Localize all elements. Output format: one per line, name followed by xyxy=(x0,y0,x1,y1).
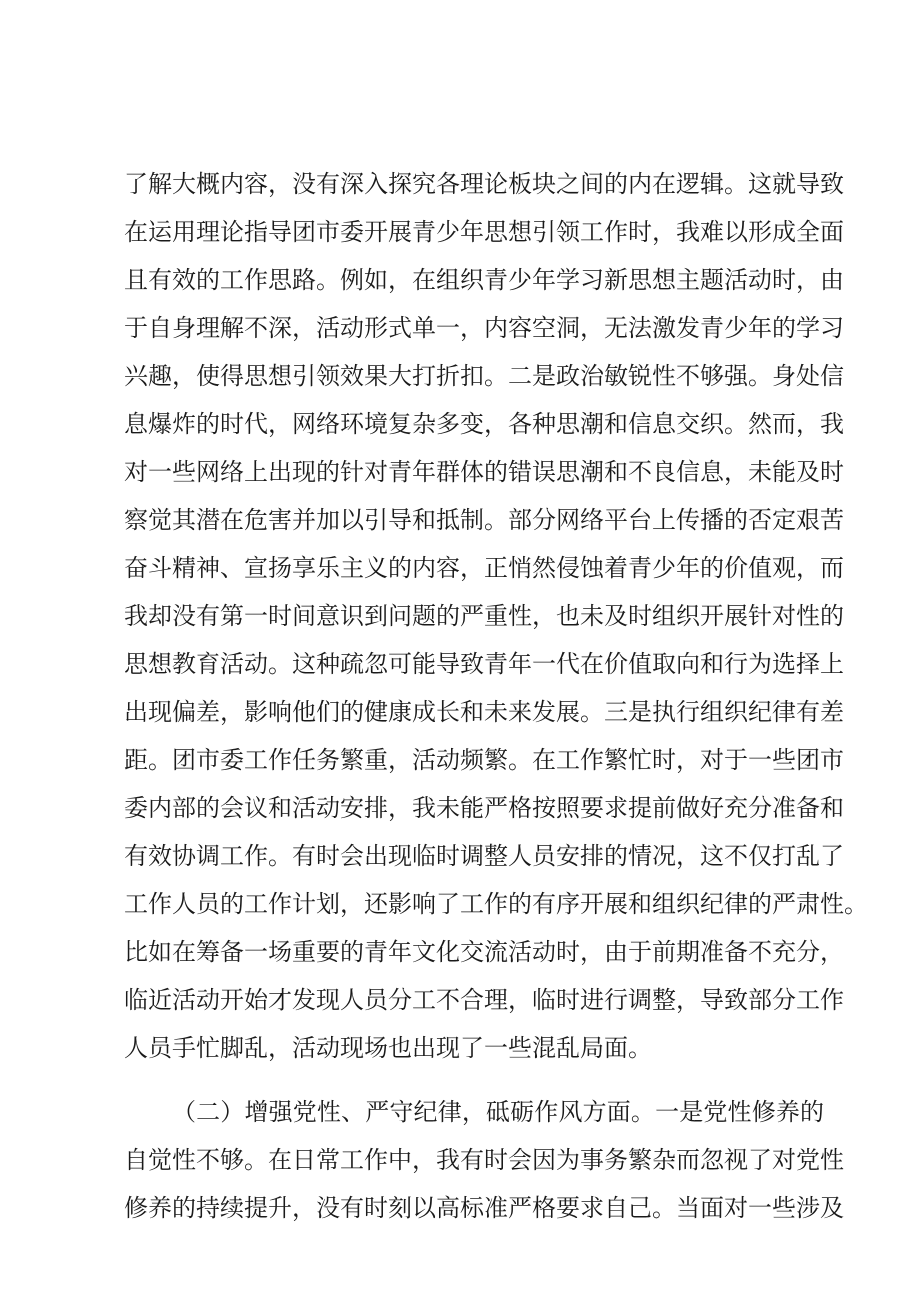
text-line: 奋斗精神、宣扬享乐主义的内容，正悄然侵蚀着青少年的价值观，而 xyxy=(124,554,844,582)
text-line: 距。团市委工作任务繁重，活动频繁。在工作繁忙时，对于一些团市 xyxy=(124,746,844,774)
text-line: 委内部的会议和活动安排，我未能严格按照要求提前做好充分准备和 xyxy=(124,794,844,822)
text-line: 兴趣，使得思想引领效果大打折扣。二是政治敏锐性不够强。身处信 xyxy=(124,362,844,390)
text-line: 在运用理论指导团市委开展青少年思想引领工作时，我难以形成全面 xyxy=(124,218,844,246)
text-line: 我却没有第一时间意识到问题的严重性，也未及时组织开展针对性的 xyxy=(124,602,844,630)
text-line: 人员手忙脚乱，活动现场也出现了一些混乱局面。 xyxy=(124,1034,652,1062)
paragraph-1 xyxy=(124,160,868,1072)
text-line: 修养的持续提升，没有时刻以高标准严格要求自己。当面对一些涉及 xyxy=(124,1194,844,1222)
text-line: 息爆炸的时代，网络环境复杂多变，各种思潮和信息交织。然而，我 xyxy=(124,410,844,438)
text-line: 且有效的工作思路。例如，在组织青少年学习新思想主题活动时，由 xyxy=(124,266,844,294)
paragraph-2 xyxy=(124,1088,844,1232)
text-line: 了解大概内容，没有深入探究各理论板块之间的内在逻辑。这就导致 xyxy=(124,170,844,198)
text-line: 对一些网络上出现的针对青年群体的错误思潮和不良信息，未能及时 xyxy=(124,458,844,486)
paragraph-spacing xyxy=(124,1072,824,1088)
text-line: 思想教育活动。这种疏忽可能导致青年一代在价值取向和行为选择上 xyxy=(124,650,844,678)
text-line: 自觉性不够。在日常工作中，我有时会因为事务繁杂而忽视了对党性 xyxy=(124,1146,844,1174)
text-line: 比如在筹备一场重要的青年文化交流活动时，由于前期准备不充分， xyxy=(124,938,844,966)
text-line: 有效协调工作。有时会出现临时调整人员安排的情况，这不仅打乱了 xyxy=(124,842,844,870)
text-line: 察觉其潜在危害并加以引导和抵制。部分网络平台上传播的否定艰苦 xyxy=(124,506,844,534)
text-line: 出现偏差，影响他们的健康成长和未来发展。三是执行组织纪律有差 xyxy=(124,698,844,726)
body-text xyxy=(124,160,868,1232)
text-line: 于自身理解不深，活动形式单一，内容空洞，无法激发青少年的学习 xyxy=(124,314,844,342)
text-line: 工作人员的工作计划，还影响了工作的有序开展和组织纪律的严肃性。 xyxy=(124,890,868,918)
text-line: （二）增强党性、严守纪律，砥砺作风方面。一是党性修养的 xyxy=(172,1098,824,1126)
text-line: 临近活动开始才发现人员分工不合理，临时进行调整，导致部分工作 xyxy=(124,986,844,1014)
